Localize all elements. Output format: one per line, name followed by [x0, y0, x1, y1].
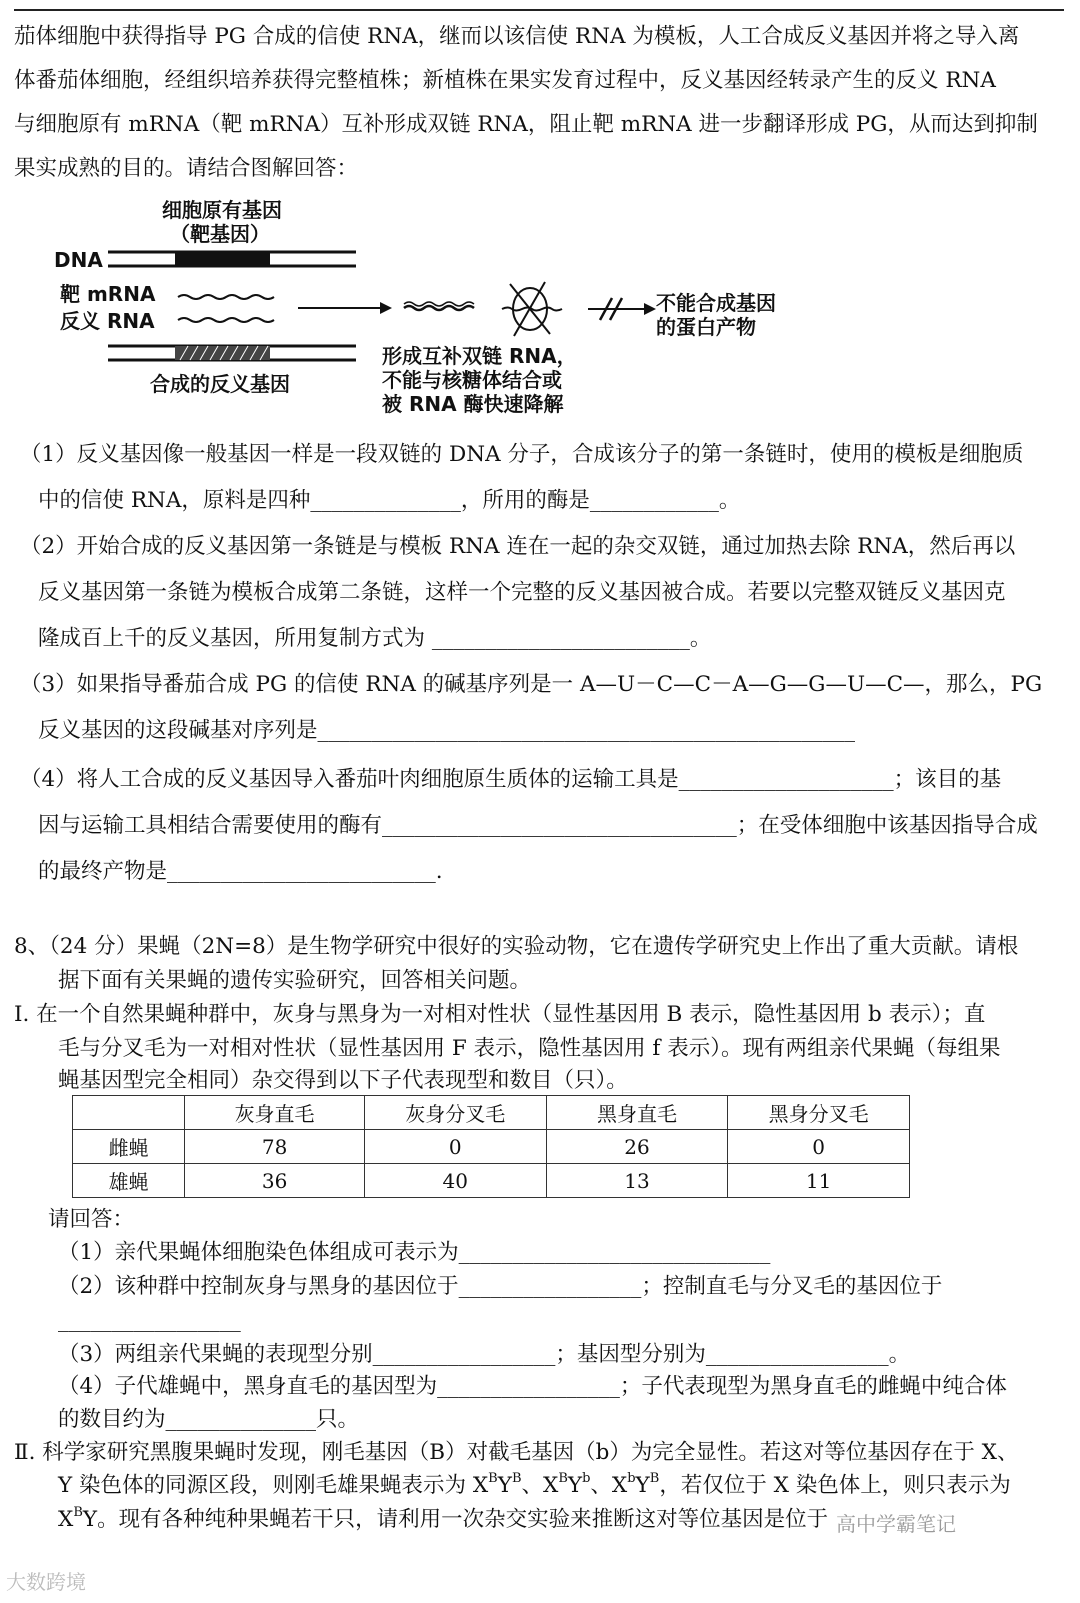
q7-line: 隆成百上千的反义基因，所用复制方式为 ________________________。	[38, 626, 712, 651]
part2-line: $X^BY$。现有各种纯种果蝇若干只，请利用一次杂交实验来推断这对等位基因是位于	[58, 1504, 829, 1532]
q8-question: 请回答：	[48, 1207, 135, 1232]
table-header-cell: 灰身直毛	[185, 1096, 365, 1130]
table-row	[73, 1164, 910, 1198]
offspring-table	[72, 1095, 910, 1198]
diagram-subtitle: （靶基因）	[170, 222, 270, 246]
q8-question: （2）该种群中控制灰身与黑身的基因位于_________________；控制直毛与分叉毛的基因位于	[58, 1274, 943, 1299]
table-header-cell	[73, 1096, 185, 1130]
watermark-left: 大数跨境	[6, 1570, 86, 1594]
watermark-right: 高中学霸笔记	[836, 1512, 956, 1536]
q8-question: 的数目约为______________只。	[58, 1407, 360, 1432]
antisense-gene-diagram	[40, 196, 800, 426]
target-mrna-label: 靶 mRNA	[60, 282, 156, 306]
q7-line: （2）开始合成的反义基因第一条链是与模板 RNA 连在一起的杂交双链，通过加热去除 RNA，然后再以	[20, 534, 1016, 559]
table-cell: 雌蝇	[73, 1130, 185, 1164]
q8-question: （3）两组亲代果蝇的表现型分别_________________；基因型分别为_________________。	[58, 1342, 911, 1367]
table-header-cell: 灰身分叉毛	[364, 1096, 546, 1130]
q7-line: （4）将人工合成的反义基因导入番茄叶肉细胞原生质体的运输工具是____________________；该目的基	[20, 767, 1002, 792]
table-cell: 78	[185, 1130, 365, 1164]
table-row	[73, 1130, 910, 1164]
intro-line: 果实成熟的目的。请结合图解回答：	[14, 156, 359, 181]
q7-line: 反义基因的这段碱基对序列是__________________________________________________	[38, 718, 856, 743]
no-protein-text: 不能合成基因	[656, 291, 776, 315]
q7-line: （1）反义基因像一般基因一样是一段双链的 DNA 分子，合成该分子的第一条链时，使用的模板是细胞质	[20, 442, 1024, 467]
double-strand-text: 形成互补双链 RNA，	[382, 344, 577, 368]
q8-line: Ⅰ. 在一个自然果蝇种群中，灰身与黑身为一对相对性状（显性基因用 B 表示，隐性基因用 b 表示）；直	[14, 1002, 986, 1027]
antisense-rna-label: 反义 RNA	[60, 309, 155, 333]
q8-line: 据下面有关果蝇的遗传实验研究，回答相关问题。	[58, 968, 532, 993]
table-header-cell: 黑身分叉毛	[728, 1096, 910, 1130]
synth-gene-label: 合成的反义基因	[150, 372, 290, 396]
intro-line: 与细胞原有 mRNA（靶 mRNA）互补形成双链 RNA，阻止靶 mRNA 进一步翻译形成 PG，从而达到抑制	[14, 112, 1038, 137]
table-cell: 13	[546, 1164, 728, 1198]
q7-line: 中的信使 RNA，原料是四种______________，所用的酶是____________。	[38, 488, 741, 513]
table-cell: 36	[185, 1164, 365, 1198]
part2-line: Y 染色体的同源区段，则刚毛雄果蝇表示为 $X^BY^B$、$X^BY^b$、$X^bY^B$，若仅位于 X 染色体上，则只表示为	[58, 1470, 1011, 1498]
diagram-title: 细胞原有基因	[162, 198, 282, 222]
intro-line: 茄体细胞中获得指导 PG 合成的信使 RNA，继而以该信使 RNA 为模板，人工合成反义基因并将之导入离	[14, 24, 1020, 49]
q8-line: 蝇基因型完全相同）杂交得到以下子代表现型和数目（只）。	[58, 1068, 628, 1093]
q7-line: 的最终产物是_________________________.	[38, 859, 443, 884]
table-cell: 40	[364, 1164, 546, 1198]
intro-line: 体番茄体细胞，经组织培养获得完整植株；新植株在果实发育过程中，反义基因经转录产生的反义 RNA	[14, 68, 996, 93]
dna-label: DNA	[54, 248, 103, 272]
q7-line: 反义基因第一条链为模板合成第二条链，这样一个完整的反义基因被合成。若要以完整双链反义基因克	[38, 580, 1006, 605]
no-protein-text: 的蛋白产物	[656, 315, 756, 339]
double-strand-text: 被 RNA 酶快速降解	[382, 392, 564, 416]
table-header-cell: 黑身直毛	[546, 1096, 728, 1130]
q7-line: 因与运输工具相结合需要使用的酶有_________________________________；在受体细胞中该基因指导合成	[38, 813, 1038, 838]
double-strand-text: 不能与核糖体结合或	[382, 368, 562, 392]
q7-line: （3）如果指导番茄合成 PG 的信使 RNA 的碱基序列是一 A—U－C—C－A—G—G—U—C—，那么，PG	[20, 672, 1043, 697]
top-rule	[14, 9, 1064, 11]
q8-line: 8、（24 分）果蝇（2N=8）是生物学研究中很好的实验动物，它在遗传学研究史上作出了重大贡献。请根	[14, 934, 1019, 959]
q8-line: 毛与分叉毛为一对相对性状（显性基因用 F 表示，隐性基因用 f 表示）。现有两组亲代果蝇（每组果	[58, 1036, 1001, 1061]
q8-question: （4）子代雄蝇中，黑身直毛的基因型为_________________；子代表现型为黑身直毛的雌蝇中纯合体	[58, 1374, 1007, 1399]
table-cell: 11	[728, 1164, 910, 1198]
q8-question: （1）亲代果蝇体细胞染色体组成可表示为_____________________________	[58, 1240, 771, 1265]
part2-line: Ⅱ. 科学家研究黑腹果蝇时发现，刚毛基因（B）对截毛基因（b）为完全显性。若这对等位基因存在于 X、	[14, 1440, 1019, 1465]
table-cell: 26	[546, 1130, 728, 1164]
table-cell: 0	[364, 1130, 546, 1164]
table-cell: 雄蝇	[73, 1164, 185, 1198]
q8-question: _________________	[58, 1308, 241, 1333]
table-header-row	[73, 1096, 910, 1130]
table-cell: 0	[728, 1130, 910, 1164]
